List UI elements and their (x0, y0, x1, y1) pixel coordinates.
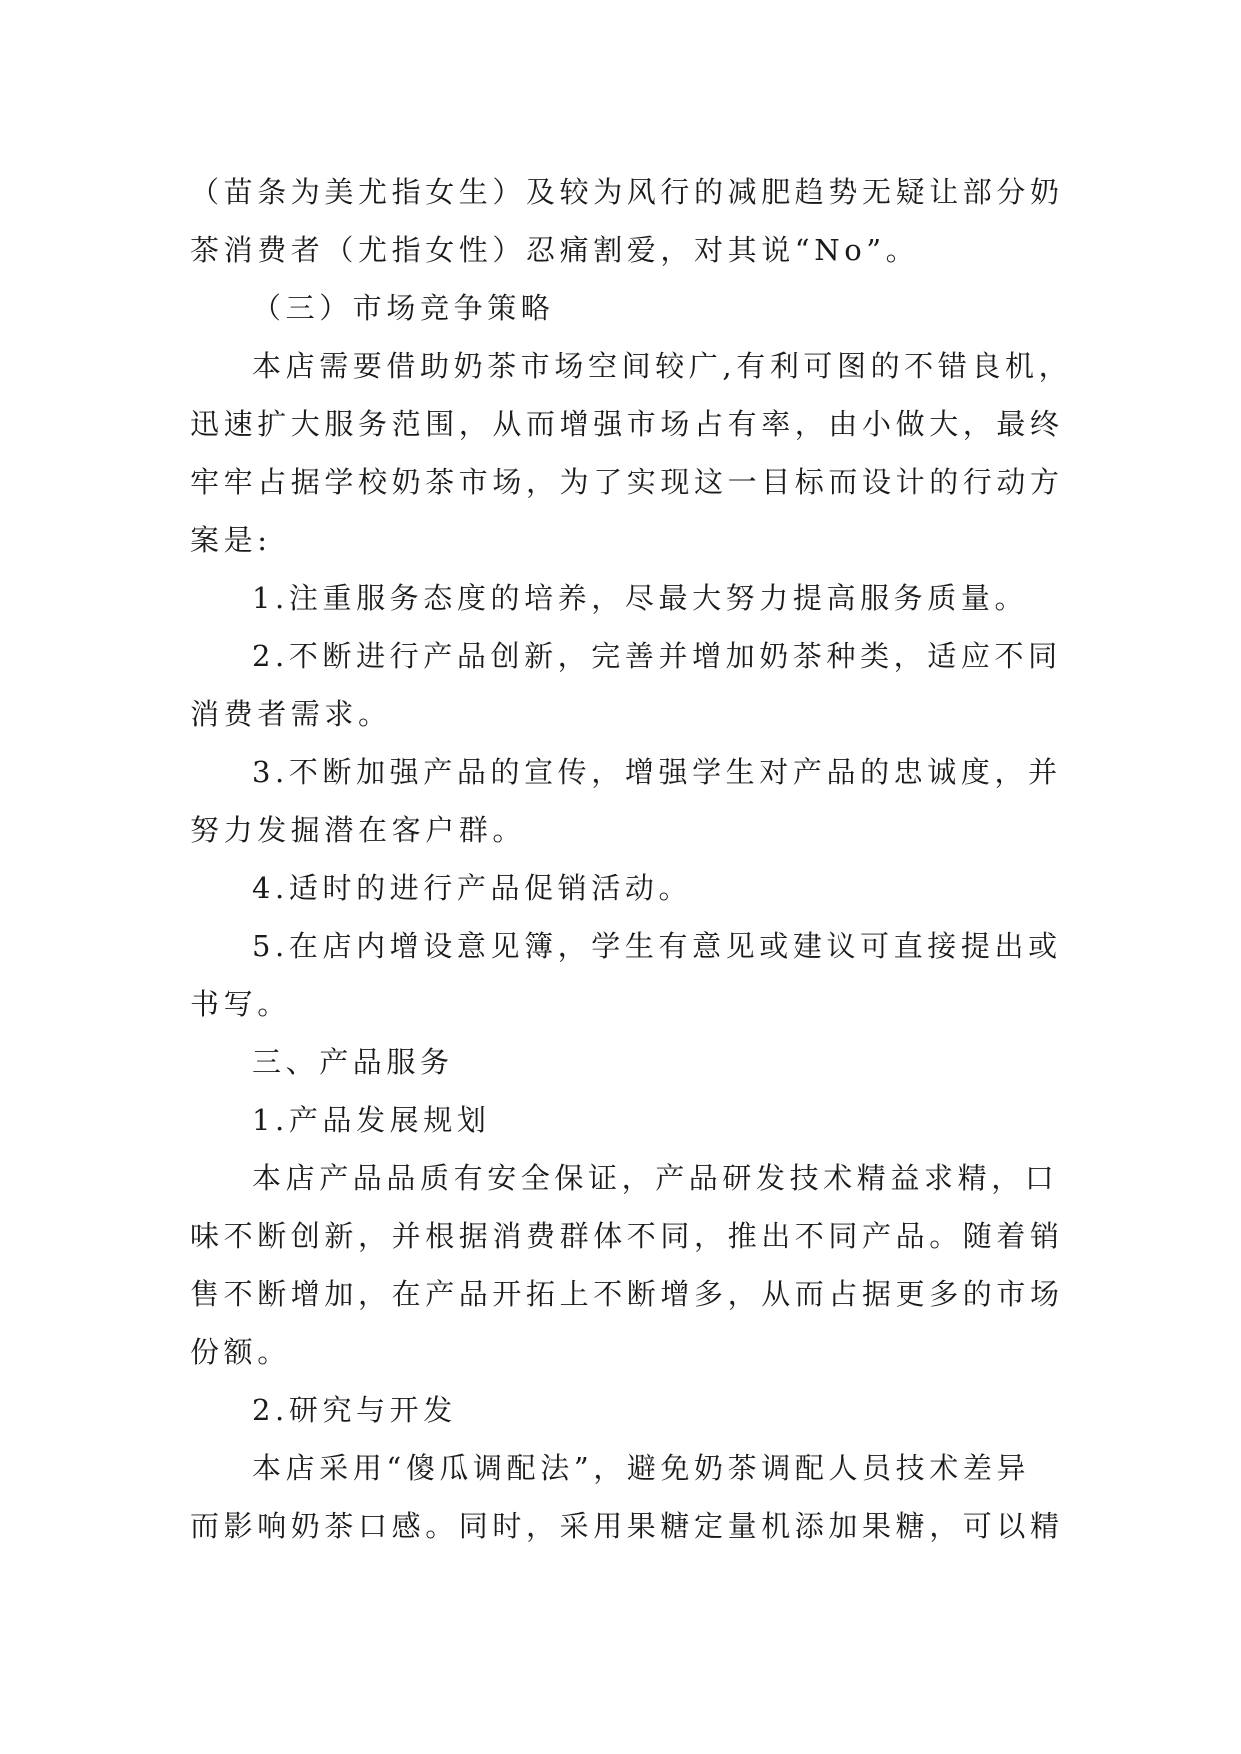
subsection-heading: 2.研究与开发 (252, 1393, 457, 1427)
list-item: 1.注重服务态度的培养，尽最大努力提高服务质量。 (252, 581, 1029, 615)
paragraph-line: 份额。 (190, 1335, 291, 1369)
paragraph-line: 味不断创新，并根据消费群体不同，推出不同产品。随着销 (190, 1219, 1064, 1253)
paragraph-line: 而影响奶茶口感。同时，采用果糖定量机添加果糖，可以精 (190, 1509, 1064, 1543)
paragraph-line: 牢牢占据学校奶茶市场，为了实现这一目标而设计的行动方 (190, 465, 1064, 499)
paragraph-line: 茶消费者（尤指女性）忍痛割爱，对其说“No”。 (190, 233, 920, 267)
subsection-heading: 1.产品发展规划 (252, 1103, 491, 1137)
paragraph-line: （苗条为美尤指女生）及较为风行的减肥趋势无疑让部分奶 (190, 175, 1064, 209)
paragraph-line: 迅速扩大服务范围，从而增强市场占有率，由小做大，最终 (190, 407, 1064, 441)
list-item-continuation: 消费者需求。 (190, 697, 392, 731)
list-item: 5.在店内增设意见簿，学生有意见或建议可直接提出或 (252, 929, 1062, 963)
list-item: 3.不断加强产品的宣传，增强学生对产品的忠诚度，并 (252, 755, 1062, 789)
paragraph-line: 案是: (190, 523, 272, 557)
section-heading: 三、产品服务 (252, 1045, 454, 1079)
paragraph-line: 售不断增加，在产品开拓上不断增多，从而占据更多的市场 (190, 1277, 1064, 1311)
paragraph-line: 本店产品品质有安全保证，产品研发技术精益求精，口 (252, 1161, 1059, 1195)
paragraph-line: 本店采用“傻瓜调配法”，避免奶茶调配人员技术差异 (252, 1451, 1031, 1485)
section-heading: （三）市场竞争策略 (252, 291, 555, 325)
paragraph-line: 本店需要借助奶茶市场空间较广,有利可图的不错良机， (252, 349, 1073, 383)
list-item-continuation: 努力发掘潜在客户群。 (190, 813, 527, 847)
list-item: 4.适时的进行产品促销活动。 (252, 871, 693, 905)
list-item-continuation: 书写。 (190, 987, 291, 1021)
list-item: 2.不断进行产品创新，完善并增加奶茶种类，适应不同 (252, 639, 1062, 673)
